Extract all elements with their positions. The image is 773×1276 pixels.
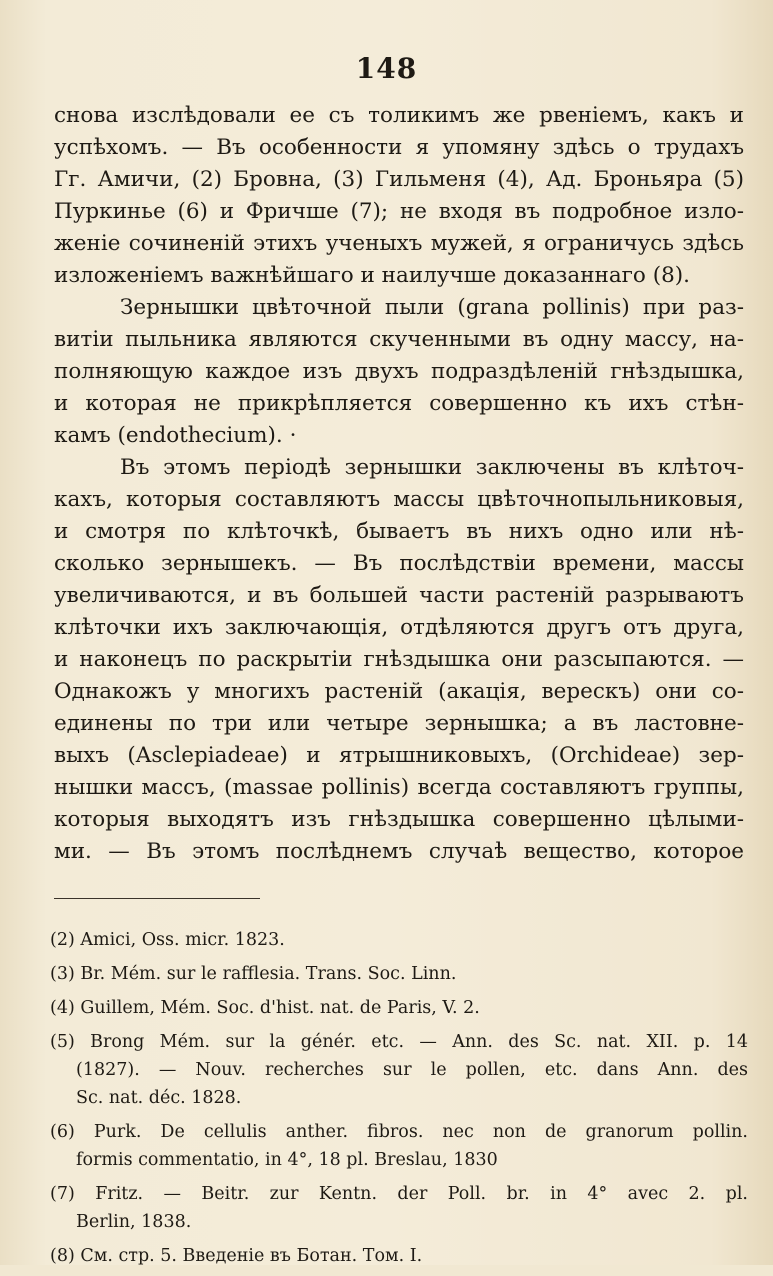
text-line: Зернышки цвѣточной пыли (grana pollinis) при раз-	[120, 295, 744, 320]
text-line: камъ (endothecium). ·	[54, 423, 297, 448]
text-line: единены по три или четыре зернышка; а въ ластовне-	[54, 711, 744, 736]
footnote	[50, 1028, 748, 1112]
footnote-line: formis commentatio, in 4°, 18 pl. Breslau, 1830	[76, 1150, 498, 1170]
footnote-line: (6) Purk. De cellulis anther. fibros. nec non de granorum pollin.	[50, 1122, 748, 1142]
text-line: женіе сочиненій этихъ ученыхъ мужей, я ограничусь здѣсь	[54, 231, 744, 256]
footnotes	[50, 926, 748, 1276]
text-line: снова изслѣдовали ее съ толикимъ же рвеніемъ, какъ и	[54, 103, 744, 128]
text-line: ми. — Въ этомъ послѣднемъ случаѣ вещество, которое	[54, 839, 744, 864]
footnote	[50, 994, 748, 1022]
footnote-line: (5) Brong Mém. sur la génér. etc. — Ann. des Sc. nat. XII. p. 14	[50, 1032, 748, 1052]
text-line: Гг. Амичи, (2) Бровна, (3) Гильменя (4), Ад. Броньяра (5)	[54, 167, 744, 192]
paragraph	[54, 292, 744, 452]
text-line: и наконецъ по раскрытіи гнѣздышка они разсыпаются. —	[54, 647, 744, 672]
text-line: которыя выходятъ изъ гнѣздышка совершенно цѣлыми-	[54, 807, 744, 832]
text-line: Въ этомъ періодѣ зернышки заключены въ клѣточ-	[120, 455, 744, 480]
footnote-line: (3) Br. Mém. sur le rafflesia. Trans. Soc. Linn.	[50, 964, 457, 984]
text-line: кахъ, которыя составляютъ массы цвѣточнопыльниковыя,	[54, 487, 744, 512]
footnote-line: (4) Guillem, Mém. Soc. d'hist. nat. de Paris, V. 2.	[50, 998, 480, 1018]
text-line: нышки массъ, (massae pollinis) всегда составляютъ группы,	[54, 775, 744, 800]
footnote-line: Sc. nat. déc. 1828.	[76, 1088, 242, 1108]
text-line: и смотря по клѣточкѣ, бываетъ въ нихъ одно или нѣ-	[54, 519, 744, 544]
footnote	[50, 926, 748, 954]
footnote	[50, 1180, 748, 1236]
text-line: и которая не прикрѣпляется совершенно къ ихъ стѣн-	[54, 391, 744, 416]
footnote	[50, 1242, 748, 1270]
text-line: Пуркинье (6) и Фричше (7); не входя въ подробное изло-	[54, 199, 744, 224]
footnote-divider	[54, 898, 260, 899]
text-line: витіи пыльника являются скученными въ одну массу, на-	[54, 327, 744, 352]
footnote	[50, 960, 748, 988]
text-line: изложеніемъ важнѣйшаго и наилучше доказаннаго (8).	[54, 263, 691, 288]
text-line: Однакожъ у многихъ растеній (акація, верескъ) они со-	[54, 679, 744, 704]
footnote	[50, 1118, 748, 1174]
footnote-line: (7) Fritz. — Beitr. zur Kentn. der Poll. br. in 4° avec 2. pl.	[50, 1184, 748, 1204]
text-line: увеличиваются, и въ большей части растеній разрываютъ	[54, 583, 744, 608]
text-line: сколько зернышекъ. — Въ послѣдствіи времени, массы	[54, 551, 744, 576]
footnote-line: (2) Amici, Oss. micr. 1823.	[50, 930, 285, 950]
text-line: успѣхомъ. — Въ особенности я упомяну здѣсь о трудахъ	[54, 135, 744, 160]
footnote-line: (8) См. стр. 5. Введеніе въ Ботан. Том. I.	[50, 1246, 423, 1266]
footnote-line: (1827). — Nouv. recherches sur le pollen, etc. dans Ann. des	[76, 1060, 748, 1080]
text-line: полняющую каждое изъ двухъ подраздѣленій гнѣздышка,	[54, 359, 744, 384]
paragraph	[54, 100, 744, 292]
main-text	[54, 100, 744, 868]
page-number: 148	[355, 52, 418, 85]
paragraph	[54, 452, 744, 868]
footnote-line: Berlin, 1838.	[76, 1212, 192, 1232]
text-line: клѣточки ихъ заключающія, отдѣляются другъ отъ друга,	[54, 615, 744, 640]
text-line: выхъ (Asclepiadeae) и ятрышниковыхъ, (Orchideae) зер-	[54, 743, 744, 768]
